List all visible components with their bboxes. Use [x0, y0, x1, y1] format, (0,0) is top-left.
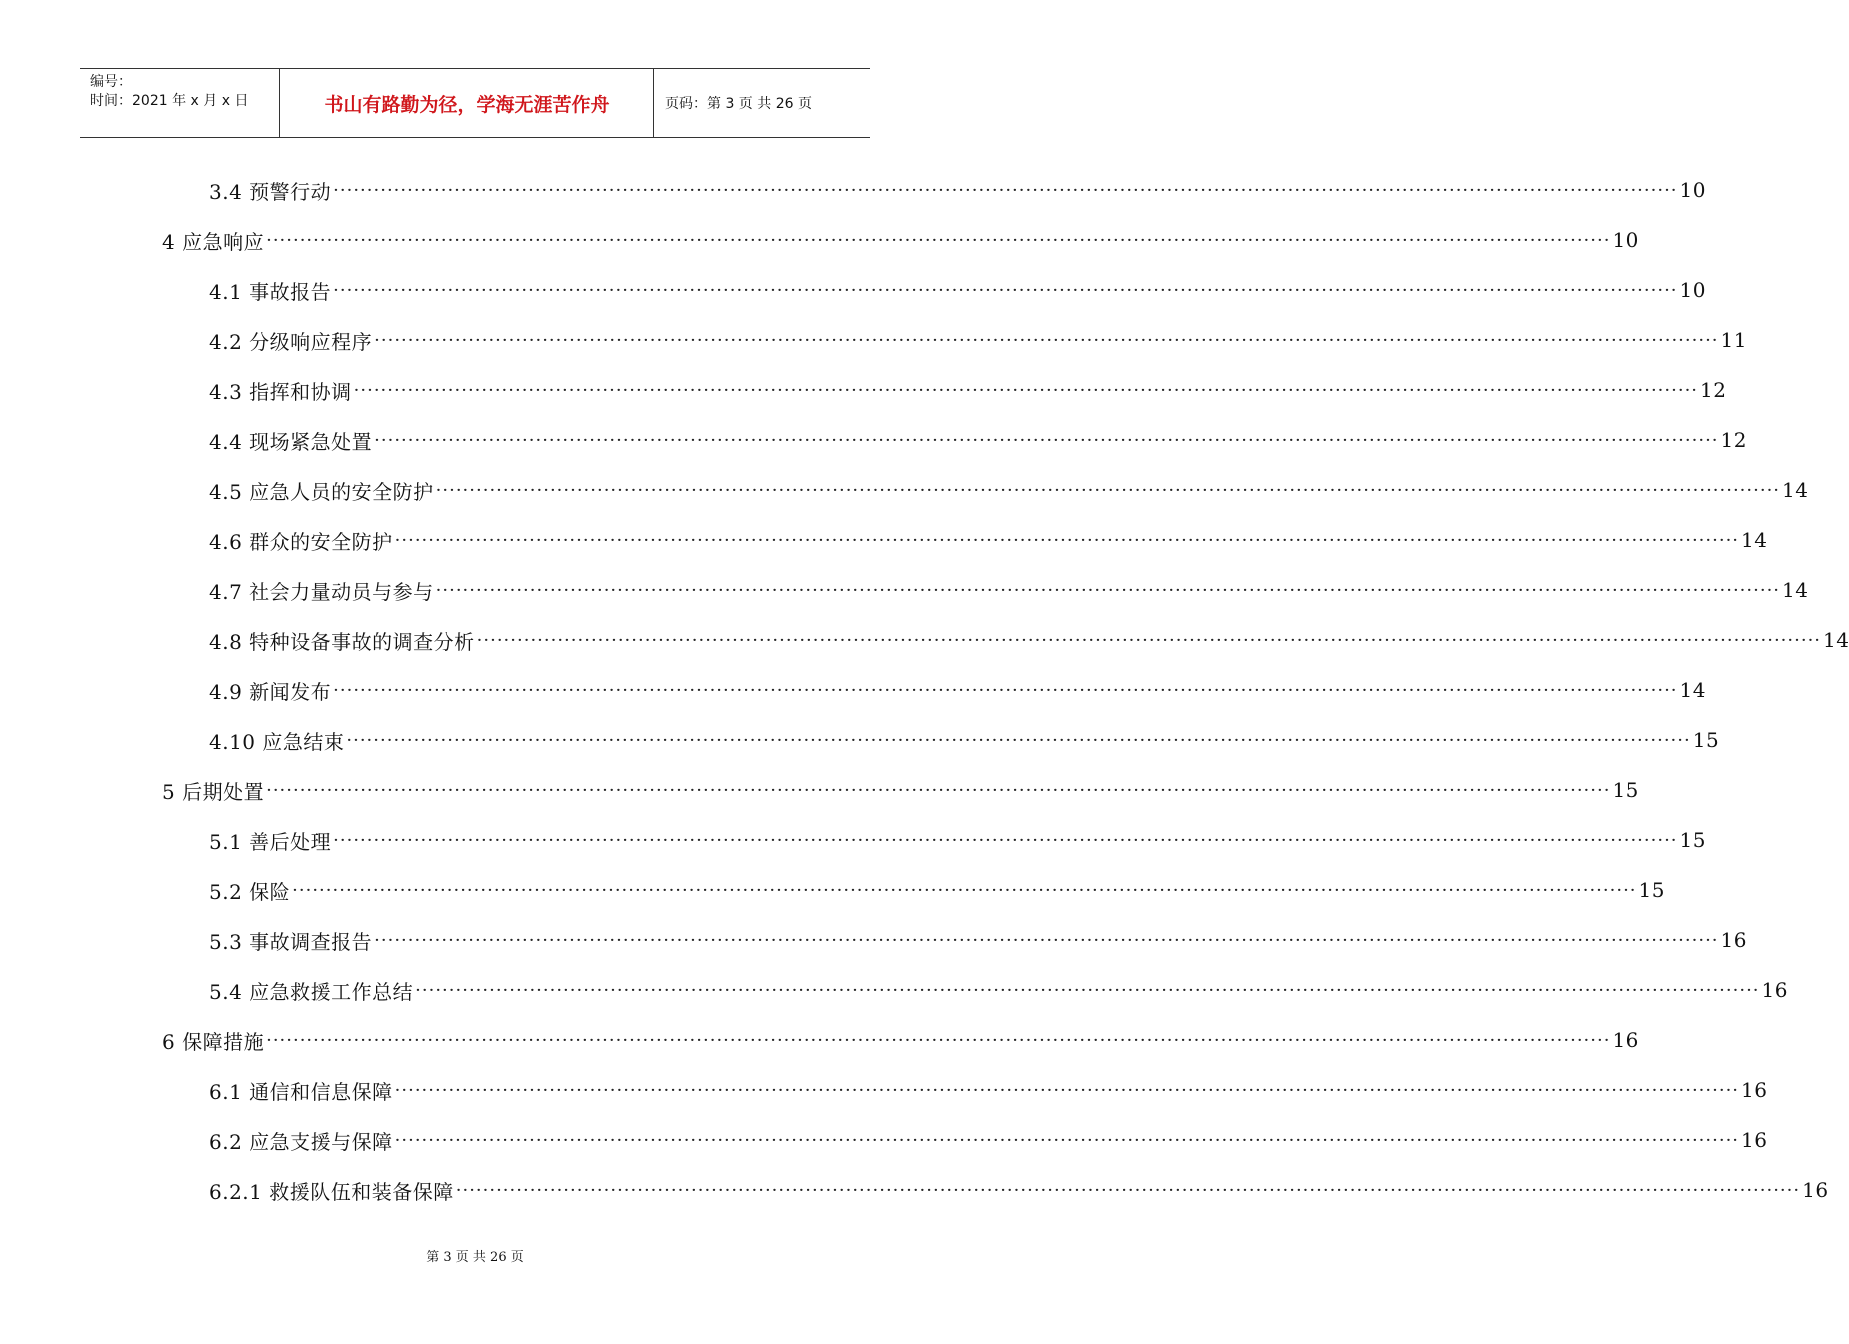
toc-entry[interactable] — [209, 415, 1747, 465]
toc-entry[interactable] — [209, 315, 1747, 365]
toc-entry[interactable] — [209, 965, 1788, 1015]
toc-entry-page: 16 — [1802, 1178, 1829, 1202]
toc-leader-dots: ········································································································································································································ — [333, 179, 1678, 201]
toc-entry[interactable] — [209, 1165, 1829, 1215]
toc-entry-label: 4.7 社会力量动员与参与 — [209, 579, 434, 604]
toc-leader-dots: ········································································································································································································ — [333, 279, 1678, 301]
toc-leader-dots: ········································································································································································································ — [415, 979, 1760, 1001]
toc-leader-dots: ········································································································································································································ — [292, 879, 1637, 901]
toc-entry-label: 4.10 应急结束 — [209, 729, 345, 754]
toc-entry-label: 6.2.1 救援队伍和装备保障 — [209, 1179, 454, 1204]
toc-leader-dots: ········································································································································································································ — [266, 779, 1611, 801]
toc-entry-label: 4.9 新闻发布 — [209, 679, 332, 704]
toc-entry-label: 3.4 预警行动 — [209, 179, 332, 204]
toc-entry-label: 5.4 应急救援工作总结 — [209, 979, 414, 1004]
toc-entry-page: 10 — [1612, 228, 1639, 252]
toc-entry[interactable] — [209, 1115, 1768, 1165]
toc-leader-dots: ········································································································································································································ — [435, 479, 1781, 501]
toc-leader-dots: ········································································································································································································ — [374, 429, 1719, 451]
toc-leader-dots: ········································································································································································································ — [266, 1029, 1611, 1051]
toc-entry[interactable] — [209, 365, 1727, 415]
toc-entry-page: 14 — [1741, 528, 1768, 552]
toc-entry-label: 4.6 群众的安全防护 — [209, 529, 393, 554]
toc-entry[interactable] — [209, 265, 1706, 315]
toc-entry[interactable] — [209, 865, 1665, 915]
toc-entry-label: 6.1 通信和信息保障 — [209, 1079, 393, 1104]
toc-entry-label: 5 后期处置 — [162, 779, 265, 804]
toc-entry-page: 16 — [1741, 1078, 1768, 1102]
toc-leader-dots: ········································································································································································································ — [333, 679, 1678, 701]
toc-entry[interactable] — [209, 515, 1768, 565]
toc-entry-page: 12 — [1720, 428, 1747, 452]
toc-leader-dots: ········································································································································································································ — [353, 379, 1699, 401]
toc-leader-dots: ········································································································································································································ — [374, 929, 1719, 951]
page-footer: 第 3 页 共 26 页 — [426, 1250, 524, 1265]
toc-entry-page: 15 — [1692, 728, 1720, 752]
toc-entry-label: 4.8 特种设备事故的调查分析 — [209, 629, 475, 654]
toc-entry-page: 16 — [1612, 1028, 1639, 1052]
toc-entry-label: 4.5 应急人员的安全防护 — [209, 479, 434, 504]
toc-entry[interactable] — [209, 565, 1809, 615]
toc-entry[interactable] — [209, 1065, 1768, 1115]
toc-entry[interactable] — [209, 465, 1809, 515]
toc-entry[interactable] — [209, 915, 1747, 965]
toc-entry-page: 16 — [1741, 1128, 1768, 1152]
toc-entry-label: 5.3 事故调查报告 — [209, 929, 373, 954]
toc-entry-page: 10 — [1679, 278, 1706, 302]
time-label: 时间：2021 年 x 月 x 日 — [90, 93, 249, 109]
toc-entry-page: 15 — [1612, 778, 1639, 802]
toc-entry-label: 4 应急响应 — [162, 229, 265, 254]
toc-entry-label: 5.2 保险 — [209, 879, 291, 904]
toc-entry[interactable] — [162, 215, 1639, 265]
toc-entry-label: 4.4 现场紧急处置 — [209, 429, 373, 454]
toc-entry-page: 15 — [1638, 878, 1665, 902]
header-motto: 书山有路勤为径，学海无涯苦作舟 — [281, 69, 654, 137]
toc-leader-dots: ········································································································································································································ — [455, 1179, 1801, 1201]
document-header — [80, 68, 870, 138]
toc-leader-dots: ········································································································································································································ — [374, 329, 1719, 351]
toc-entry-label: 5.1 善后处理 — [209, 829, 332, 854]
toc-entry-label: 4.2 分级响应程序 — [209, 329, 373, 354]
code-label: 编号： — [90, 74, 132, 90]
toc-entry[interactable] — [209, 715, 1720, 765]
toc-entry[interactable] — [209, 165, 1706, 215]
toc-entry-page: 14 — [1679, 678, 1706, 702]
toc-leader-dots: ········································································································································································································ — [435, 579, 1781, 601]
toc-entry-page: 15 — [1679, 828, 1706, 852]
toc-entry-page: 14 — [1823, 628, 1849, 652]
toc-entry[interactable] — [162, 1015, 1639, 1065]
toc-entry-label: 6 保障措施 — [162, 1029, 265, 1054]
toc-entry[interactable] — [209, 665, 1706, 715]
header-meta — [80, 69, 280, 137]
header-page-info: 页码：第 3 页 共 26 页 — [665, 96, 812, 112]
toc-entry-page: 11 — [1720, 328, 1747, 352]
toc-entry[interactable] — [162, 765, 1639, 815]
toc-entry-page: 14 — [1782, 578, 1809, 602]
toc-entry-page: 10 — [1679, 178, 1706, 202]
toc-entry[interactable] — [209, 815, 1706, 865]
toc-leader-dots: ········································································································································································································ — [266, 229, 1611, 251]
toc-leader-dots: ········································································································································································································ — [333, 829, 1678, 851]
toc-leader-dots: ········································································································································································································ — [476, 629, 1822, 651]
toc-leader-dots: ········································································································································································································ — [346, 729, 1691, 751]
toc-entry-label: 6.2 应急支援与保障 — [209, 1129, 393, 1154]
toc-entry-page: 12 — [1700, 378, 1727, 402]
toc-leader-dots: ········································································································································································································ — [394, 1129, 1740, 1151]
toc-entry-page: 14 — [1782, 478, 1809, 502]
toc-entry-page: 16 — [1720, 928, 1747, 952]
toc-entry-label: 4.1 事故报告 — [209, 279, 332, 304]
toc-leader-dots: ········································································································································································································ — [394, 1079, 1740, 1101]
toc-entry[interactable] — [209, 615, 1849, 665]
toc-entry-label: 4.3 指挥和协调 — [209, 379, 352, 404]
toc-entry-page: 16 — [1761, 978, 1788, 1002]
toc-leader-dots: ········································································································································································································ — [394, 529, 1740, 551]
